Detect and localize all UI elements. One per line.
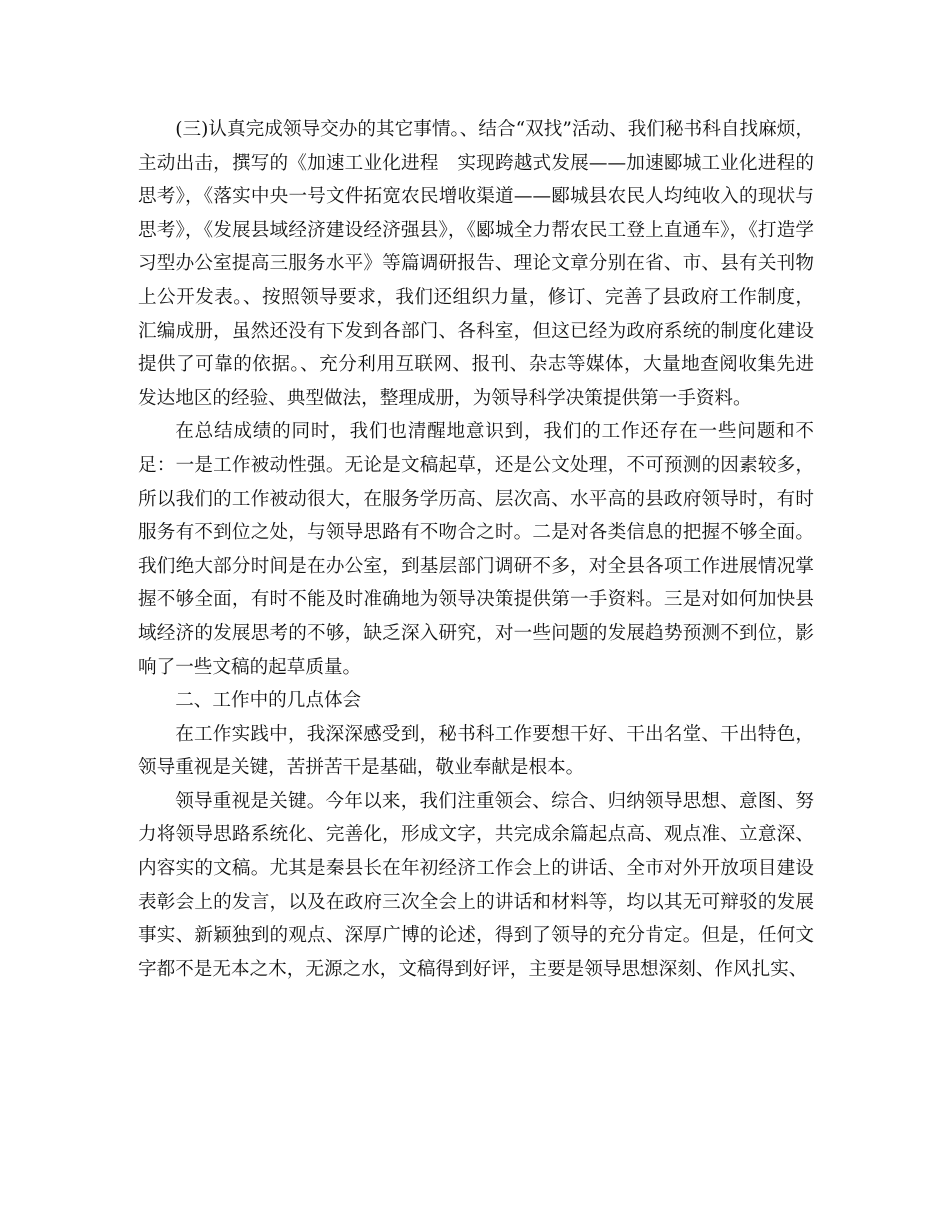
paragraph-experience-intro: 在工作实践中，我深深感受到，秘书科工作要想干好、干出名堂、干出特色，领导重视是关键，苦拼苦干是基础，敬业奉献是根本。 [138,723,814,779]
section-heading-experience: 二、工作中的几点体会 [175,690,362,712]
paragraph-other-tasks: (三)认真完成领导交办的其它事情。、结合“双找”活动、我们秘书科自找麻烦，主动出击，撰写的《加速工业化进程 实现跨越式发展——加速郾城工业化进程的思考》，《落实中央一号文件拓宽农民增收渠道——郾城县农民人均纯收入的现状与思考》，《发展县域经济建设经济强县》，《郾城全力帮农民工登上直通车》，《打造学习型办公室提高三服务水平》等篇调研报告、理论文章分别在省、市、县有关刊物上公开发表。、按照领导要求，我们还组织力量，修订、完善了县政府工作制度，汇编成册，虽然还没有下发到各部门、各科室，但这已经为政府系统的制度化建设提供了可靠的依据。、充分利用互联网、报刊、杂志等媒体，大量地查阅收集先进发达地区的经验、典型做法，整理成册，为领导科学决策提供第一手资料。 [138,119,814,409]
paragraph-problems: 在总结成绩的同时，我们也清醒地意识到，我们的工作还存在一些问题和不足：一是工作被动性强。无论是文稿起草，还是公文处理，不可预测的因素较多，所以我们的工作被动很大，在服务学历高、层次高、水平高的县政府领导时，有时服务有不到位之处，与领导思路有不吻合之时。二是对各类信息的把握不够全面。我们绝大部分时间是在办公室，到基层部门调研不多，对全县各项工作进展情况掌握不够全面，有时不能及时准确地为领导决策提供第一手资料。三是对如何加快县域经济的发展思考的不够，缺乏深入研究，对一些问题的发展趋势预测不到位，影响了一些文稿的起草质量。 [138,421,814,678]
paragraph-leadership: 领导重视是关键。今年以来，我们注重领会、综合、归纳领导思想、意图、努力将领导思路系统化、完善化，形成文字，共完成余篇起点高、观点准、立意深、内容实的文稿。尤其是秦县长在年初经济工作会上的讲话、全市对外开放项目建设表彰会上的发言，以及在政府三次全会上的讲话和材料等，均以其无可辩驳的发展事实、新颖独到的观点、深厚广博的论述，得到了领导的充分肯定。但是，任何文字都不是无本之木，无源之水，文稿得到好评，主要是领导思想深刻、作风扎实、 [138,790,814,980]
document-page [138,113,814,986]
